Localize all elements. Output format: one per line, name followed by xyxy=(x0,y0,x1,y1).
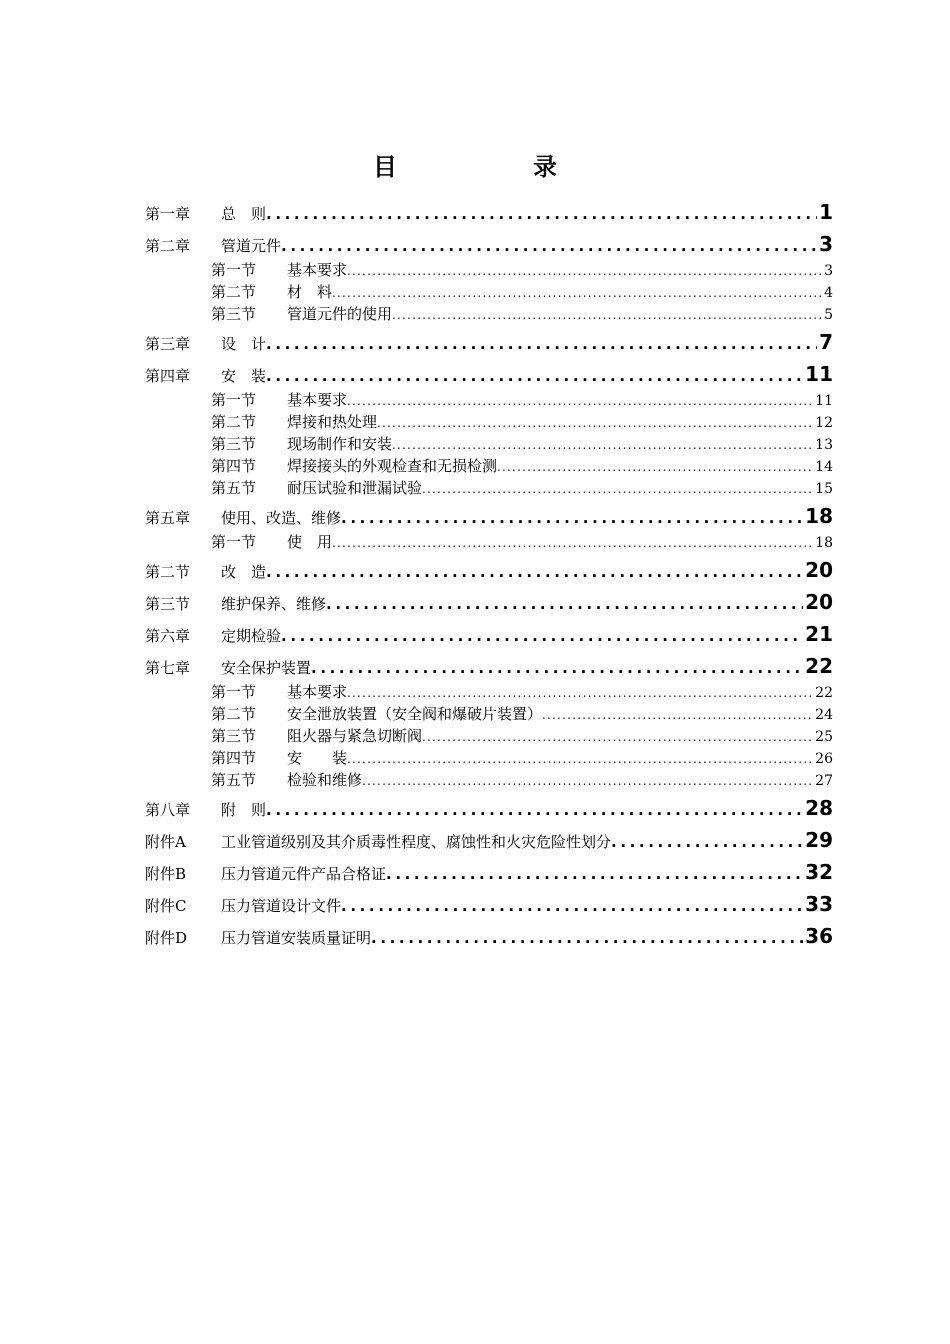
toc-entry-page-number: 4 xyxy=(824,285,833,301)
toc-entry-page-number: 14 xyxy=(815,459,833,475)
toc-entry-title: 使用、改造、维修 xyxy=(221,509,342,527)
toc-entry-page-number: 18 xyxy=(805,504,833,528)
toc-chapter-entry[interactable] xyxy=(145,502,833,531)
toc-chapter-entry[interactable] xyxy=(145,858,833,887)
toc-entry-number: 第三章 xyxy=(145,335,191,353)
toc-entry-title: 耐压试验和泄漏试验 xyxy=(287,479,423,497)
toc-entry-page-number: 1 xyxy=(819,200,833,224)
toc-entry-number: 第二节 xyxy=(145,563,191,581)
toc-entry-page-number: 32 xyxy=(805,860,833,884)
toc-entry-page-number: 33 xyxy=(805,892,833,916)
dot-leader xyxy=(392,304,822,325)
dot-leader xyxy=(332,532,813,553)
toc-entry-page-number: 36 xyxy=(805,924,833,948)
toc-chapter-entry[interactable] xyxy=(145,794,833,823)
toc-entry-page-number: 22 xyxy=(805,654,833,678)
dot-leader xyxy=(422,478,813,499)
toc-entry-title: 基本要求 xyxy=(287,391,348,409)
dot-leader xyxy=(266,362,803,389)
toc-entry-title: 工业管道级别及其介质毒性程度、腐蚀性和火灾危险性划分 xyxy=(221,833,612,851)
toc-entry-title: 基本要求 xyxy=(287,261,348,279)
toc-entry-title: 安 装 xyxy=(221,367,267,385)
dot-leader xyxy=(266,330,817,357)
toc-entry-number: 第二章 xyxy=(145,237,191,255)
toc-chapter-entry[interactable] xyxy=(145,620,833,649)
toc-chapter-entry[interactable] xyxy=(145,922,833,951)
dot-leader xyxy=(386,860,803,887)
toc-entry-page-number: 12 xyxy=(815,415,833,431)
toc-chapter-entry[interactable] xyxy=(145,556,833,585)
toc-entry-number: 第五节 xyxy=(211,479,257,497)
dot-leader xyxy=(347,748,813,769)
toc-entry-number: 第八章 xyxy=(145,801,191,819)
toc-entry-number: 附件A xyxy=(145,833,186,851)
toc-entry-page-number: 20 xyxy=(805,590,833,614)
toc-entry-number: 第二节 xyxy=(211,705,257,723)
dot-leader xyxy=(326,590,803,617)
dot-leader xyxy=(281,232,817,259)
toc-entry-title: 基本要求 xyxy=(287,683,348,701)
toc-entry-number: 第四节 xyxy=(211,749,257,767)
dot-leader xyxy=(341,892,803,919)
toc-entry-title: 定期检验 xyxy=(221,627,282,645)
toc-entry-title: 改 造 xyxy=(221,563,267,581)
toc-entry-number: 第四节 xyxy=(211,457,257,475)
toc-entry-title: 设 计 xyxy=(221,335,267,353)
toc-section-entry[interactable] xyxy=(145,747,833,769)
toc-entry-title: 焊接接头的外观检查和无损检测 xyxy=(287,457,498,475)
toc-section-entry[interactable] xyxy=(145,477,833,499)
toc-entry-title: 压力管道元件产品合格证 xyxy=(221,865,387,883)
toc-entry-number: 第三节 xyxy=(211,727,257,745)
toc-entry-page-number: 15 xyxy=(815,481,833,497)
toc-entry-title: 现场制作和安装 xyxy=(287,435,393,453)
toc-entry-number: 第二节 xyxy=(211,413,257,431)
toc-entry-page-number: 13 xyxy=(815,437,833,453)
toc-entry-page-number: 20 xyxy=(805,558,833,582)
toc-entry-number: 第一节 xyxy=(211,261,257,279)
toc-chapter-entry[interactable] xyxy=(145,198,833,227)
dot-leader xyxy=(266,200,817,227)
dot-leader xyxy=(362,770,813,791)
toc-entry-title: 安 装 xyxy=(287,749,348,767)
toc-entry-page-number: 25 xyxy=(815,729,833,745)
toc-entry-number: 第六章 xyxy=(145,627,191,645)
toc-chapter-entry[interactable] xyxy=(145,360,833,389)
toc-entry-number: 第一节 xyxy=(211,533,257,551)
toc-entry-title: 总 则 xyxy=(221,205,267,223)
toc-entry-number: 第七章 xyxy=(145,659,191,677)
toc-section-entry[interactable] xyxy=(145,411,833,433)
toc-entry-number: 第一章 xyxy=(145,205,191,223)
toc-entry-page-number: 11 xyxy=(805,362,833,386)
toc-entry-title: 阻火器与紧急切断阀 xyxy=(287,727,423,745)
toc-section-entry[interactable] xyxy=(145,433,833,455)
toc-section-entry[interactable] xyxy=(145,531,833,553)
toc-entry-title: 安全保护装置 xyxy=(221,659,312,677)
toc-entry-number: 第四章 xyxy=(145,367,191,385)
dot-leader xyxy=(392,434,813,455)
toc-entry-title: 维护保养、维修 xyxy=(221,595,327,613)
toc-chapter-entry[interactable] xyxy=(145,230,833,259)
toc-chapter-entry[interactable] xyxy=(145,588,833,617)
toc-entry-page-number: 22 xyxy=(815,685,833,701)
toc-entry-page-number: 27 xyxy=(815,773,833,789)
toc-entry-title: 焊接和热处理 xyxy=(287,413,378,431)
toc-chapter-entry[interactable] xyxy=(145,328,833,357)
toc-entry-title: 检验和维修 xyxy=(287,771,363,789)
toc-entry-number: 第五节 xyxy=(211,771,257,789)
toc-entry-page-number: 24 xyxy=(815,707,833,723)
dot-leader xyxy=(497,456,813,477)
dot-leader xyxy=(266,796,803,823)
toc-entry-number: 附件D xyxy=(145,929,188,947)
toc-entry-number: 第三节 xyxy=(211,435,257,453)
dot-leader xyxy=(347,390,813,411)
dot-leader xyxy=(347,260,822,281)
toc-section-entry[interactable] xyxy=(145,281,833,303)
toc-section-entry[interactable] xyxy=(145,455,833,477)
toc-entry-number: 第五章 xyxy=(145,509,191,527)
toc-entry-page-number: 21 xyxy=(805,622,833,646)
toc-title: 目 录 xyxy=(373,153,613,181)
toc-entry-number: 附件B xyxy=(145,865,187,883)
dot-leader xyxy=(311,654,803,681)
toc-section-entry[interactable] xyxy=(145,389,833,411)
toc-entry-title: 材 料 xyxy=(287,283,333,301)
toc-section-entry[interactable] xyxy=(145,259,833,281)
dot-leader xyxy=(266,558,803,585)
toc-entry-number: 第三节 xyxy=(211,305,257,323)
toc-entry-page-number: 7 xyxy=(819,330,833,354)
dot-leader xyxy=(542,704,813,725)
toc-entry-number: 第二节 xyxy=(211,283,257,301)
toc-chapter-entry[interactable] xyxy=(145,652,833,681)
dot-leader xyxy=(332,282,822,303)
toc-entry-page-number: 18 xyxy=(815,535,833,551)
dot-leader xyxy=(347,682,813,703)
toc-section-entry[interactable] xyxy=(145,769,833,791)
toc-section-entry[interactable] xyxy=(145,703,833,725)
toc-entry-number: 附件C xyxy=(145,897,187,915)
toc-entry-page-number: 3 xyxy=(819,232,833,256)
toc-section-entry[interactable] xyxy=(145,725,833,747)
dot-leader xyxy=(422,726,813,747)
toc-entry-page-number: 26 xyxy=(815,751,833,767)
dot-leader xyxy=(371,924,803,951)
toc-chapter-entry[interactable] xyxy=(145,890,833,919)
toc-entry-title: 附 则 xyxy=(221,801,267,819)
toc-entry-page-number: 11 xyxy=(815,393,833,409)
toc-section-entry[interactable] xyxy=(145,303,833,325)
toc-entry-number: 第一节 xyxy=(211,683,257,701)
table-of-contents xyxy=(145,198,833,951)
toc-section-entry[interactable] xyxy=(145,681,833,703)
dot-leader xyxy=(377,412,813,433)
toc-entry-page-number: 28 xyxy=(805,796,833,820)
toc-entry-title: 管道元件的使用 xyxy=(287,305,393,323)
toc-entry-page-number: 5 xyxy=(824,307,833,323)
toc-entry-title: 压力管道设计文件 xyxy=(221,897,342,915)
toc-entry-title: 管道元件 xyxy=(221,237,282,255)
dot-leader xyxy=(611,828,803,855)
toc-entry-title: 使 用 xyxy=(287,533,333,551)
dot-leader xyxy=(341,504,803,531)
toc-entry-page-number: 29 xyxy=(805,828,833,852)
toc-entry-number: 第一节 xyxy=(211,391,257,409)
toc-entry-page-number: 3 xyxy=(824,263,833,279)
dot-leader xyxy=(281,622,803,649)
toc-entry-title: 压力管道安装质量证明 xyxy=(221,929,372,947)
toc-entry-title: 安全泄放装置（安全阀和爆破片装置） xyxy=(287,705,543,723)
toc-chapter-entry[interactable] xyxy=(145,826,833,855)
toc-entry-number: 第三节 xyxy=(145,595,191,613)
